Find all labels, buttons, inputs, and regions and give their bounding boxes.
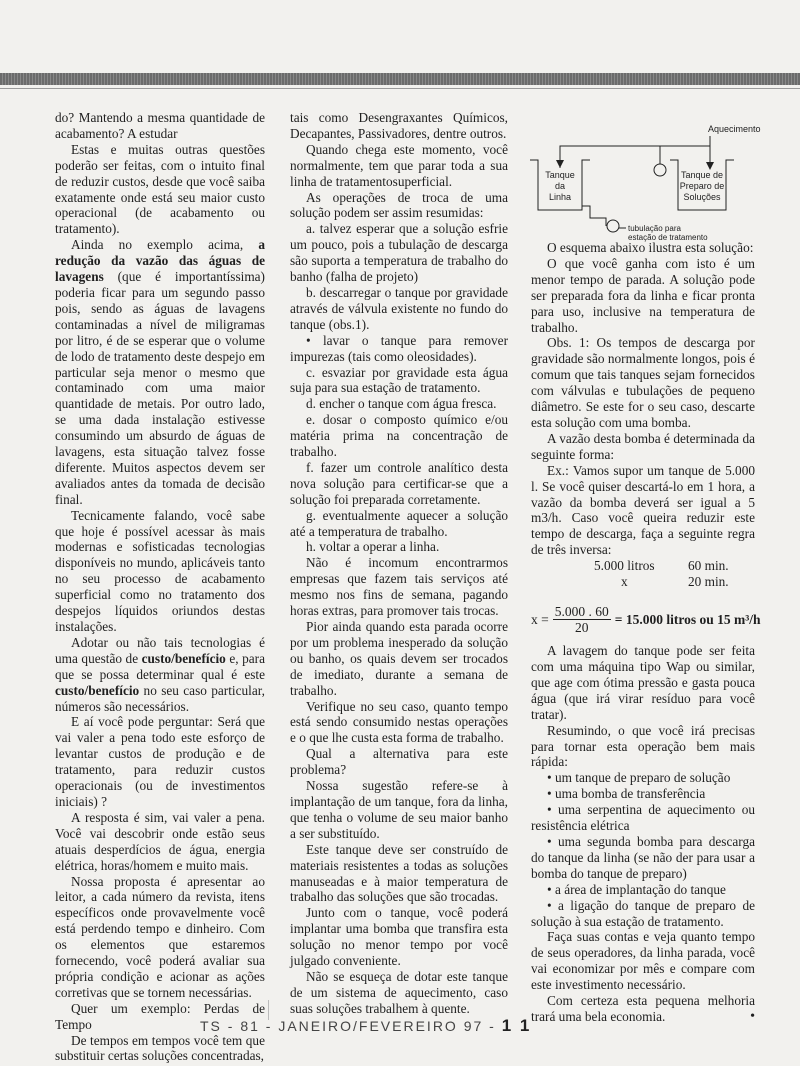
column-3 <box>531 240 761 1025</box>
paragraph: Faça suas contas e veja quanto tempo de seus operadores, da linha parada, você vai economizar por mês e compare com este investimento necessário. <box>531 929 755 993</box>
paragraph: De tempos em tempos você tem que substituir certas soluções concentradas, <box>55 1032 265 1064</box>
list-item: • um tanque de preparo de solução <box>547 770 731 786</box>
paragraph: do? Mantendo a mesma quantidade de acabamento? A estudar <box>55 110 265 141</box>
end-mark: • <box>750 1008 755 1024</box>
equation: x = $\frac{5.000 . 60}{20}$ = 15.000 litros ou 15 m³/h <box>531 604 761 636</box>
equation-result: = 15.000 litros ou 15 m³/h <box>614 611 761 627</box>
page-footer <box>200 1016 740 1036</box>
paragraph: Pior ainda quando esta parada ocorre por um problema inesperado da solução ou banho, os quais devem ser trocados de imediato, durante a semana de trabalho. <box>290 619 508 698</box>
pump-icon <box>654 164 666 176</box>
paragraph: Obs. 1: Os tempos de descarga por gravidade são normalmente longos, pois é comum que tais tanques sejam fornecidos com válvulas e tubulações de pequeno diâmetro. Se este for o seu caso, descarte esta solução com uma bomba. <box>531 335 755 430</box>
emphasis: a redução da vazão das águas de lavagens <box>55 237 265 285</box>
list-item: • a ligação do tanque de preparo de solução à sua estação de tratamento. <box>531 897 755 929</box>
paragraph: Ex.: Vamos supor um tanque de 5.000 l. Se você quiser descartá-lo em 1 hora, a vazão da bomba deverá ser igual a 5 m3/h. Caso você queira reduzir este tempo de descarga, faça a seguinte regra de três inversa: <box>531 462 755 558</box>
paragraph: Resumindo, o que você irá precisas para tornar esta operação bem mais rápida: <box>531 722 755 770</box>
svg-text:Linha: Linha <box>548 192 572 202</box>
list-item: d. encher o tanque com água fresca. <box>306 396 497 412</box>
paragraph: Não se esqueça de dotar este tanque de um sistema de aquecimento, caso suas soluções trabalhem à quente. <box>290 968 508 1016</box>
paragraph: Adotar ou não tais tecnologias é uma questão de custo/benefício e, para que se possa determinar qual é este custo/benefício no seu caso particular, números são necessários. <box>55 634 265 714</box>
header-hairline <box>0 88 800 89</box>
heating-label: Aquecimento <box>708 124 761 134</box>
list-item: • a área de implantação do tanque <box>547 881 726 897</box>
drain-pump-icon <box>607 220 619 232</box>
paragraph: Não é incomum encontrarmos empresas que fazem tais serviços até mesmo nos fins de semana, pagando horas extras, para promover tais trocas. <box>290 555 508 619</box>
paragraph: Estas e muitas outras questões poderão ser feitas, com o intuito final de reduzir custos, desde que você saiba exatamente onde está seu maior custo operacional (de acabamento ou tratamento). <box>55 141 265 237</box>
svg-text:Preparo de: Preparo de <box>679 181 725 191</box>
list-item: • uma bomba de transferência <box>547 786 706 802</box>
list-item: b. descarregar o tanque por gravidade através de válvula existente no fundo do tanque (obs.1). <box>290 284 508 332</box>
footer-text: TS - 81 - JANEIRO/FEVEREIRO 97 - <box>200 1018 496 1034</box>
rule-of-three: 5.000 litros 60 min. <box>594 558 729 574</box>
paragraph: As operações de troca de uma solução podem ser assim resumidas: <box>290 189 508 221</box>
paragraph: A resposta é sim, vai valer a pena. Você vai descobrir onde estão seus atuais desperdícios de água, energia elétrica, horas/homem e muito mais. <box>55 809 265 873</box>
emphasis: custo/benefício <box>141 650 226 666</box>
paragraph: O que você ganha com isto é um menor tempo de parada. A solução pode ser preparada fora da linha e ficar pronta para uso, inclusive na temperatura de trabalho. <box>531 255 755 335</box>
svg-text:Tanque de: Tanque de <box>680 170 724 180</box>
paragraph: A lavagem do tanque pode ser feita com uma máquina tipo Wap ou similar, que age com ótima pressão e gasta pouca água (que irá virar resíduo para você tratar). <box>531 643 755 722</box>
paragraph: Nossa sugestão refere-se à implantação de um tanque, fora da linha, que tenha o volume de seu maior banho a ser substituído. <box>290 778 508 841</box>
paragraph: A vazão desta bomba é determinada da seguinte forma: <box>531 430 755 462</box>
paragraph: Quer um exemplo: Perdas de Tempo <box>55 1000 265 1032</box>
column-2 <box>290 110 508 1017</box>
tank-diagram <box>520 118 780 243</box>
emphasis: custo/benefício <box>55 682 140 698</box>
page-number: 1 1 <box>501 1016 532 1035</box>
svg-text:tubulação para: tubulação para <box>628 224 681 233</box>
list-item: c. esvaziar por gravidade esta água suja para sua estação de tratamento. <box>290 364 508 396</box>
paragraph: Ainda no exemplo acima, a redução da vazão das águas de lavagens (que é importantíssima) poderia ficar para um segundo passo pois, sendo as águas de lavagens contaminadas a nível de miligramas por litro, é de se esperar que o volume de lodo de tratamento deste despejo em particular seja menor o mesmo que contaminado com uma maior quantidade de metais. Por outro lado, se uma dada instalação estivesse consumindo um absurdo de águas de lavagens, esta situação talvez fosse diferente. Muitos aspectos devem ser avaliados antes da tomada de decisão final. <box>55 237 265 507</box>
header-rule <box>0 73 800 85</box>
list-item: e. dosar o composto químico e/ou matéria prima na concentração de trabalho. <box>290 412 508 460</box>
paragraph: O esquema abaixo ilustra esta solução: <box>547 240 754 255</box>
list-item: a. talvez esperar que a solução esfrie um pouco, pois a tubulação de descarga são suporta a temperatura de trabalho do banho (falha de projeto) <box>290 221 508 285</box>
svg-text:Soluções: Soluções <box>683 192 721 202</box>
list-item: • uma serpentina de aquecimento ou resistência elétrica <box>531 802 755 834</box>
svg-text:da: da <box>554 181 566 191</box>
svg-text:estação de tratamento: estação de tratamento <box>628 233 708 242</box>
paragraph: tais como Desengraxantes Químicos, Decapantes, Passivadores, dentre outros. <box>290 110 508 141</box>
list-item: • uma segunda bomba para descarga do tanque da linha (se não der para usar a bomba do tanque de preparo) <box>531 834 755 881</box>
svg-text:Tanque: Tanque <box>545 170 575 180</box>
rule-of-three: x 20 min. <box>621 574 729 590</box>
paragraph: E aí você pode perguntar: Será que vai valer a pena todo este esforço de levantar custos de produção e de tratamento, para reduzir custos operacionais (ou de investimentos iniciais) ? <box>55 714 265 809</box>
paragraph: Com certeza esta pequena melhoria trará uma bela economia. • <box>531 993 755 1024</box>
paragraph: Quando chega este momento, você normalmente, tem que parar toda a sua linha de tratamentosuperficial. <box>290 141 508 189</box>
paragraph: Junto com o tanque, você poderá implantar uma bomba que transfira esta solução no menor tempo por você julgado conveniente. <box>290 905 508 969</box>
column-1 <box>55 110 265 1064</box>
paragraph: Tecnicamente falando, você sabe que hoje é possível acessar às mais modernas e sofisticadas tecnologias disponíveis no mundo, aplicáveis tanto no seu processo de acabamento superficial como no tratamento dos despejos líquidos oriundos destas instalações. <box>55 507 265 634</box>
list-item: f. fazer um controle analítico desta nova solução para certificar-se que a solução foi preparada corretamente. <box>290 459 508 507</box>
paragraph: Qual a alternativa para este problema? <box>290 746 508 778</box>
list-item: g. eventualmente aquecer a solução até a temperatura de trabalho. <box>290 507 508 539</box>
paragraph: Este tanque deve ser construído de materiais resistentes a todas as soluções manuseadas e à maior temperatura de trabalho das soluções que são trocadas. <box>290 841 508 905</box>
list-item: h. voltar a operar a linha. <box>306 539 440 555</box>
paragraph: Nossa proposta é apresentar ao leitor, a cada número da revista, itens específicos onde provavelmente você está perdendo tempo e dinheiro. Com os elementos que estaremos fornecendo, você poderá avaliar sua própria condição e acionar as ações corretivas que se tornem necessárias. <box>55 873 265 1000</box>
paragraph: Verifique no seu caso, quanto tempo está sendo consumido nestas operações e o que lhe custa esta forma de trabalho. <box>290 698 508 746</box>
list-item: • lavar o tanque para remover impurezas (tais como oleosidades). <box>290 332 508 364</box>
